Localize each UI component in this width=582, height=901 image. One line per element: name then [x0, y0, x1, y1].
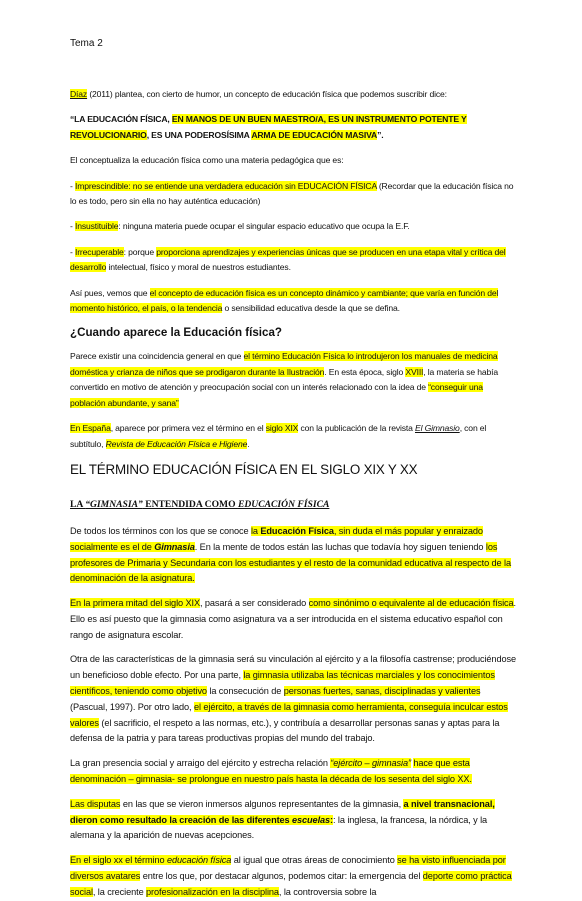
text-span: -	[70, 221, 75, 232]
highlight-span: el término Educación Física lo introdujeron los manuales de medicina doméstica y crianza de niños que se prodigaron durante la Ilustración	[70, 351, 498, 377]
magazine-title: El Gimnasio	[415, 423, 460, 434]
text-span: (2011) plantea, con cierto de humor, un concepto de educación física que podemos suscribir dice:	[87, 89, 447, 99]
highlight-span: educación física	[166, 855, 232, 866]
text-span: entre los que, por destacar algunos, podemos citar: la emergencia del	[140, 871, 423, 882]
text-span: (Recordar que la educación física no lo es todo, pero sin ella no hay auténtica educación)	[70, 180, 514, 207]
gimnasia-paragraph	[70, 524, 516, 587]
xx-century-paragraph	[70, 853, 516, 900]
intro-paragraph	[70, 87, 516, 102]
highlight-span: a nivel transnacional, dieron como resultado la creación de las diferentes	[70, 798, 495, 825]
list-item-imprescindible	[70, 179, 516, 210]
concept-paragraph: El conceptualiza la educación física como una materia pedagógica que es:	[70, 155, 344, 166]
magazine-subtitle: Revista de Educación Física e Higiene	[105, 438, 248, 449]
highlight-span: deporte como práctica social	[70, 871, 512, 897]
highlight-span: la	[250, 525, 261, 536]
text-span: (Pascual, 1997). Por otro lado,	[70, 701, 194, 712]
text-span: LA	[70, 498, 86, 510]
text-span: intelectual, físico y moral de nuestros estudiantes.	[106, 262, 291, 273]
highlight-span: como sinónimo o equivalente al de educación física	[308, 598, 514, 609]
quote-paragraph	[70, 112, 516, 143]
highlight-span: escuelas	[292, 814, 331, 825]
highlight-span: se ha visto influenciada por diversos avatares	[70, 855, 506, 882]
highlight-span: los profesores de Primaria y Secundaria con los estudiantes y el resto de la comunidad educativa al respecto de la denominación de la asignatura.	[70, 541, 511, 584]
highlight-span: siglo XIX	[265, 423, 299, 434]
highlight-span: el concepto de educación física es un concepto dinámico y cambiante; que varía en función del momento histórico, el país, o la tendencia	[70, 287, 499, 314]
highlight-span: Irrecuperable	[74, 246, 124, 257]
text-span: . En esta época, siglo	[324, 366, 406, 377]
text-span: “LA EDUCACIÓN FÍSICA,	[70, 114, 172, 125]
text-span: , pasará a ser considerado	[199, 598, 309, 609]
page-header: Tema 2	[70, 38, 103, 49]
text-span: (el sacrificio, el respeto a las normas, etc.), y contribuía a desarrollar personas sanas y aptas para la defensa de la patria y para tareas productivas propias del mundo del trabajo.	[70, 717, 500, 744]
text-span: , la creciente	[92, 886, 147, 897]
text-span: Parece existir una coincidencia general en que	[70, 351, 244, 362]
text-span: .	[247, 438, 250, 449]
highlight-span: hace que esta denominación – gimnasia- se prolongue en nuestro país hasta la década de los sesenta del siglo XX.	[70, 758, 472, 785]
highlight-span: Insustituible	[74, 221, 119, 232]
army-relation-paragraph	[70, 756, 516, 788]
xix-century-paragraph	[70, 596, 516, 643]
military-paragraph	[70, 652, 516, 747]
list-item-insustituible	[70, 219, 516, 234]
highlight-span: profesionalización en la disciplina	[146, 886, 279, 897]
highlight-span: personas fuertes, sanas, disciplinadas y valientes	[283, 686, 481, 697]
highlight-span: XVIII	[405, 366, 424, 377]
highlight-span: EN MANOS DE UN BUEN MAESTRO/A, ES UN INSTRUMENTO POTENTE Y REVOLUCIONARIO	[70, 114, 467, 140]
highlight-span: Las disputas	[70, 798, 121, 809]
text-span: Así pues, vemos que	[70, 287, 150, 298]
section-heading-origin: ¿Cuando aparece la Educación física?	[70, 326, 282, 340]
subsection-heading	[70, 499, 516, 510]
highlight-span: “conseguir una población abundante, y sana”	[70, 382, 483, 408]
disputes-paragraph	[70, 797, 516, 844]
text-span: , la controversia sobre la	[278, 886, 377, 897]
text-span: , ES UNA PODEROSÍSIMA	[146, 129, 252, 140]
highlight-span: En la primera mitad del siglo XIX	[70, 598, 200, 609]
text-span: en las que se vieron inmersos algunos representantes de la gimnasia,	[120, 798, 404, 809]
highlight-span: En el siglo xx el término	[70, 855, 167, 866]
text-span: ”.	[377, 129, 384, 140]
text-span: De todos los términos con los que se conoce	[70, 525, 251, 536]
text-span: : porque	[123, 246, 157, 257]
highlight-span: proporciona aprendizajes y experiencias únicas que se producen en una etapa vital y crítica del desarrollo	[70, 246, 506, 273]
text-span: -	[70, 246, 75, 257]
list-item-irrecuperable	[70, 245, 516, 276]
text-span: : ninguna materia puede ocupar el singular espacio educativo que ocupa la E.F.	[118, 221, 410, 232]
highlight-span: En España	[70, 423, 111, 434]
text-span: -	[70, 180, 75, 191]
text-span: , la materia se había convertido en motivo de atención y preocupación social con un interés relacionado con la idea de	[70, 366, 499, 393]
highlight-span: :	[330, 814, 334, 825]
highlight-span: Educación Física	[260, 525, 334, 536]
text-span: , con el subtítulo,	[70, 423, 487, 449]
highlight-span: el ejército, a través de la gimnasia como herramienta, conseguía inculcar estos valores	[70, 701, 508, 728]
text-span: . En la mente de todos están las luchas que todavía hoy siguen teniendo	[194, 541, 486, 552]
main-section-heading: EL TÉRMINO EDUCACIÓN FÍSICA EN EL SIGLO XIX Y XX	[70, 461, 418, 477]
author-name: Díaz	[70, 89, 88, 99]
dynamic-concept-paragraph	[70, 286, 516, 317]
text-span: “GIMNASIA”	[85, 498, 143, 510]
text-span: Otra de las características de la gimnasia será su vinculación al ejército y a la filosofía castrense; produciéndose un beneficioso doble efecto. Por una parte,	[70, 654, 516, 681]
text-span: : la inglesa, la francesa, la nórdica, y la alemana y la aparición de nuevas acepciones.	[70, 814, 488, 841]
highlight-span: Imprescindible: no se entiende una verdadera educación sin EDUCACIÓN FÍSICA	[74, 180, 377, 191]
text-span: al igual que otras áreas de conocimiento	[231, 855, 398, 866]
text-span: la consecución de	[206, 686, 284, 697]
highlight-span: Gimnasia	[154, 541, 195, 552]
text-span: ENTENDIDA COMO	[142, 498, 238, 510]
text-span: La gran presencia social y arraigo del ejército y estrecha relación	[70, 758, 331, 769]
text-span: o sensibilidad educativa desde la que se defina.	[222, 303, 400, 314]
text-span: , aparece por primera vez el término en el	[110, 423, 266, 434]
highlight-span: “ejército – gimnasia”	[330, 758, 411, 769]
highlight-span: la gimnasia utilizaba las técnicas marciales y los conocimientos científicos, teniendo como objetivo	[70, 670, 495, 697]
origin-paragraph	[70, 349, 516, 411]
highlight-span: ARMA DE EDUCACIÓN MASIVA	[251, 129, 378, 140]
highlight-span: , sin duda el más popular y enraizado socialmente es el de	[70, 525, 483, 552]
text-span: . Ello es así puesto que la gimnasia como asignatura va a ser introducida en el sistema educativo español con rango de asignatura escolar.	[70, 598, 516, 640]
text-span: con la publicación de la revista	[298, 423, 415, 434]
spain-paragraph	[70, 421, 516, 452]
text-span: EDUCACIÓN FÍSICA	[237, 498, 330, 510]
